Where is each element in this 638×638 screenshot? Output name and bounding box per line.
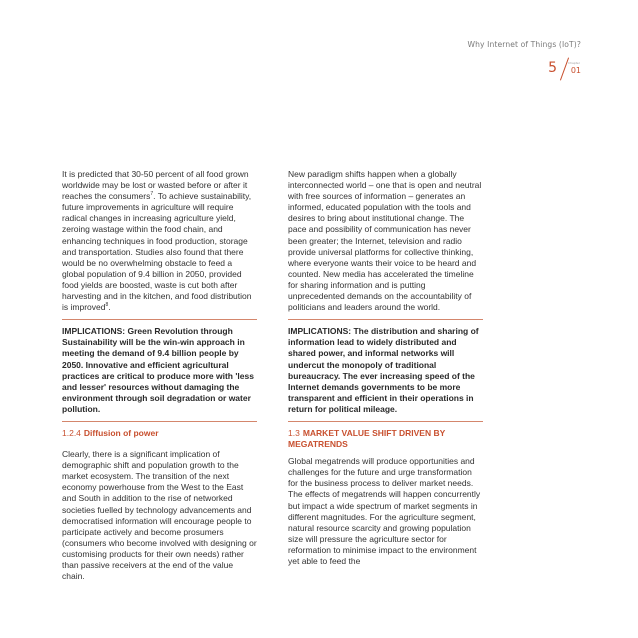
left-paragraph-1: It is predicted that 30-50 percent of all food grown worldwide may be lost or wasted before or after it reaches the consumers$^7$. To achieve sustainability, future improvements in agriculture will require radical changes in increasing agriculture yield, zeroing wastage within the food chain, and enhancing techniques in food production, storage and transportation. Studies also found that there would be no overwhelming obstacle to feed a global population of 9.4 billion in 2050, provided food yields are boosted, waste is cut both after harvesting and in the kitchen, and food distribution is improved$^8$.	[62, 169, 252, 313]
page-number: 5	[548, 60, 557, 76]
running-header	[468, 40, 581, 49]
divider-rule	[62, 319, 257, 320]
page-number-box	[521, 58, 581, 82]
right-column	[288, 169, 483, 567]
chapter-label: Chapter	[568, 61, 580, 65]
section-heading-1-2-4: 1.2.4 Diffusion of power	[62, 427, 159, 438]
left-column	[62, 169, 257, 582]
right-implications: IMPLICATIONS: The distribution and sharing of information lead to widely distributed and shared power, and informal networks will undercut the monopoly of traditional bureaucracy. The ever increasing speed of the Internet demands governments to be more transparent and efficient in their operations in return for political mileage.	[288, 326, 479, 414]
divider-rule	[288, 319, 483, 320]
divider-rule	[288, 421, 483, 422]
chapter-number: 01	[570, 66, 581, 75]
header-title: Why Internet of Things (IoT)?	[467, 40, 581, 49]
right-paragraph-2: Global megatrends will produce opportunities and challenges for the future and urge transformation for the business process to deliver market needs. The effects of megatrends will happen concurrently but impact a wide spectrum of market segments in different magnitudes. For the agriculture segment, natural resource scarcity and growing population size will pressure the agriculture sector for reformation to minimise impact to the environment yet able to feed the	[288, 456, 481, 566]
left-implications: IMPLICATIONS: Green Revolution through Sustainability will be the win-win approach in meeting the demand of 9.4 billion people by 2050. Innovative and efficient agricultural practices are critical to produce more with 'less and lesser' resources without damaging the environment through soil degradation or water pollution.	[62, 326, 254, 414]
divider-rule	[62, 421, 257, 422]
right-paragraph-1: New paradigm shifts happen when a globally interconnected world – one that is open and neutral with free sources of information – generates an informed, educated population with the tools and desires to bring about institutional change. The pace and possibility of communication has never been greater; the Internet, television and radio provide universal platforms for collective thinking, where everyone wants their voice to be heard and counted. New media has accelerated the timeline for sharing information and is putting unprecedented demands on the accountability of politicians and leaders around the world.	[288, 169, 482, 313]
section-heading-1-3: 1.3 MARKET VALUE SHIFT DRIVEN BY MEGATRENDS	[288, 427, 446, 450]
left-paragraph-2: Clearly, there is a significant implication of demographic shift and population growth to the market ecosystem. The transition of the next economy powerhouse from the West to the East and South in addition to the rise of networked societies fuelled by technology advancements and democratised information will encourage people to participate actively and become prosumers (consumers who become involved with designing or customising products for their own needs) rather than passive receivers at the end of the value chain.	[62, 449, 257, 582]
